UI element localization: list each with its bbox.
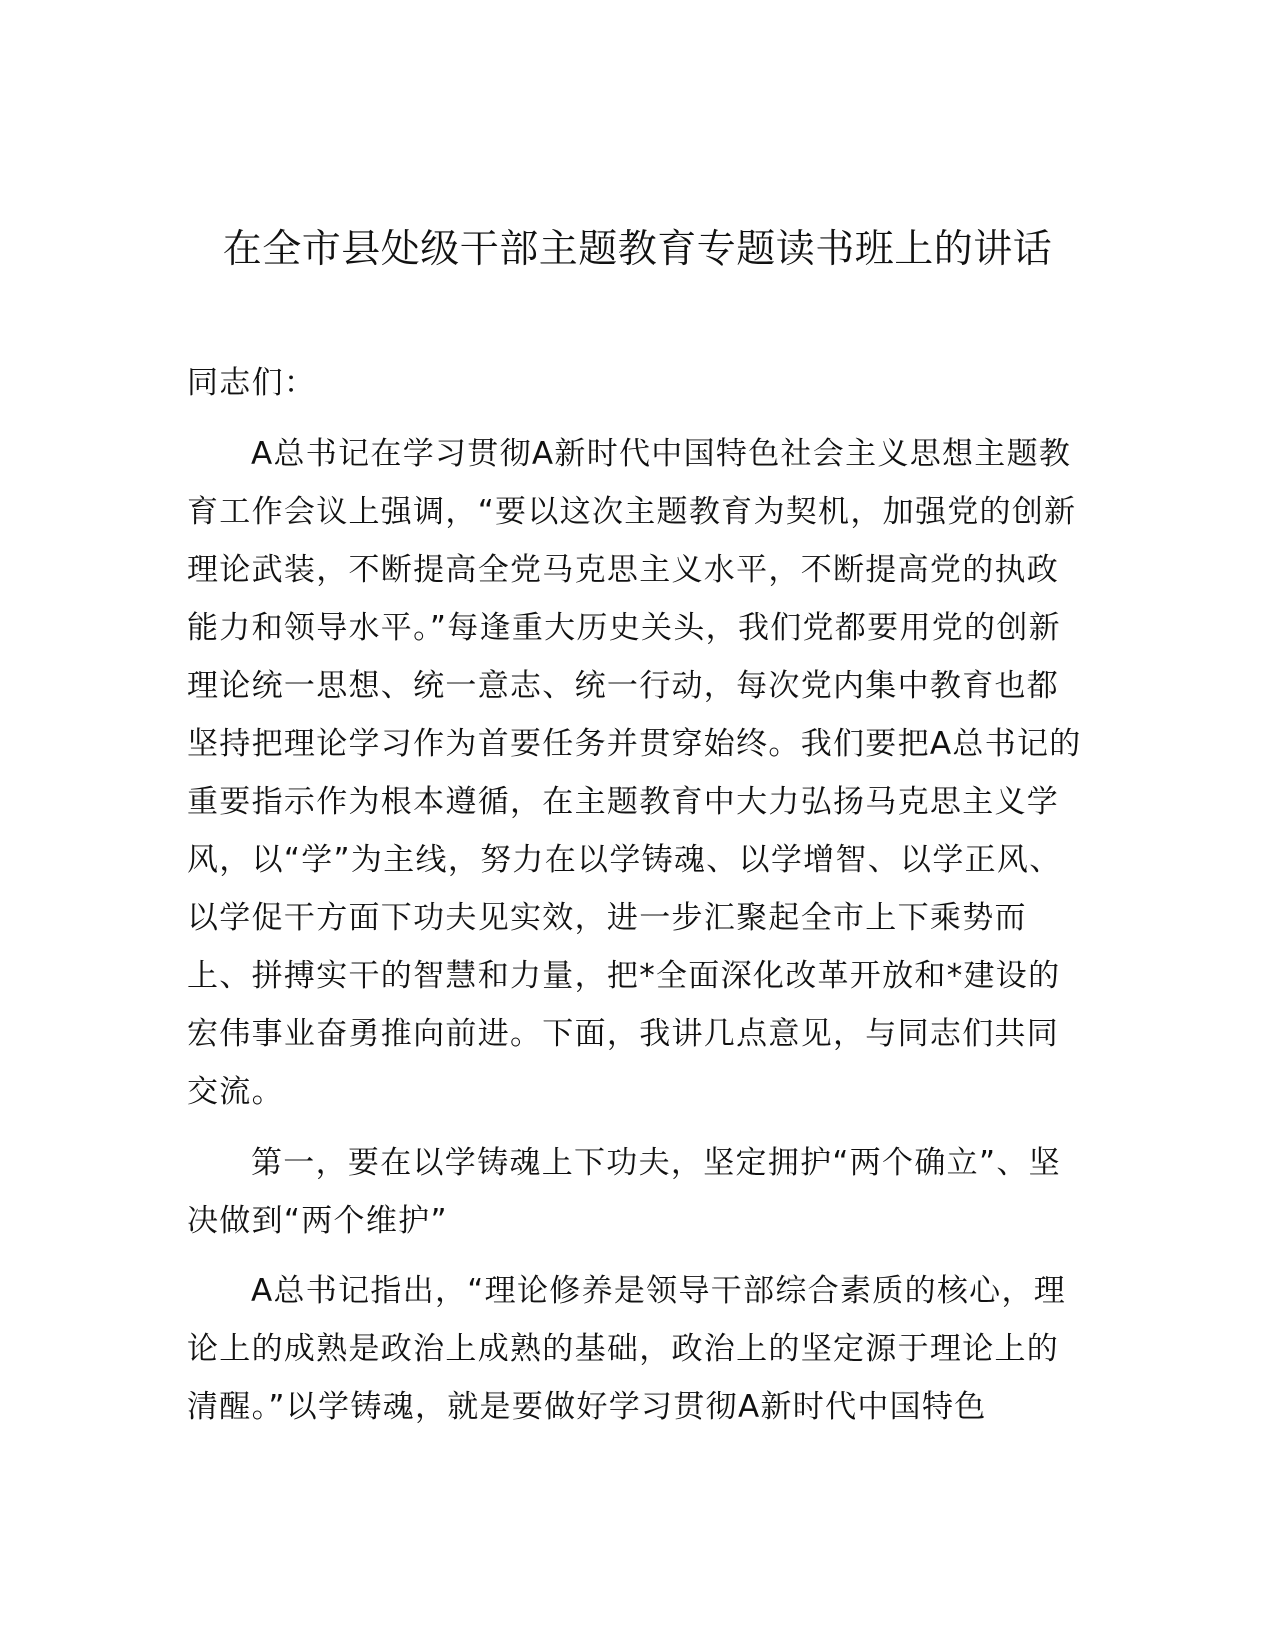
section-heading-first: 第一，要在以学铸魂上下功夫，坚定拥护“两个确立”、坚决做到“两个维护” [187, 1145, 1061, 1239]
paragraph-first-section: A总书记指出，“理论修养是领导干部综合素质的核心，理论上的成熟是政治上成熟的基础，政治上的坚定源于理论上的清醒。”以学铸魂，就是要做好学习贯彻A新时代中国特色 [187, 1273, 1067, 1425]
document-title: 在全市县处级干部主题教育专题读书班上的讲话 [222, 227, 1053, 272]
salutation: 同志们： [187, 365, 317, 401]
paragraph-intro: A总书记在学习贯彻A新时代中国特色社会主义思想主题教育工作会议上强调，“要以这次主题教育为契机，加强党的创新理论武装，不断提高全党马克思主义水平，不断提高党的执政能力和领导水平。”每逢重大历史关头，我们党都要用党的创新理论统一思想、统一意志、统一行动，每次党内集中教育也都坚持把理论学习作为首要任务并贯穿始终。我们要把A总书记的重要指示作为根本遵循，在主题教育中大力弘扬马克思主义学风，以“学”为主线，努力在以学铸魂、以学增智、以学正风、以学促干方面下功夫见实效，进一步汇聚起全市上下乘势而上、拼搏实干的智慧和力量，把*全面深化改革开放和*建设的宏伟事业奋勇推向前进。下面，我讲几点意见，与同志们共同交流。 [187, 436, 1082, 1110]
